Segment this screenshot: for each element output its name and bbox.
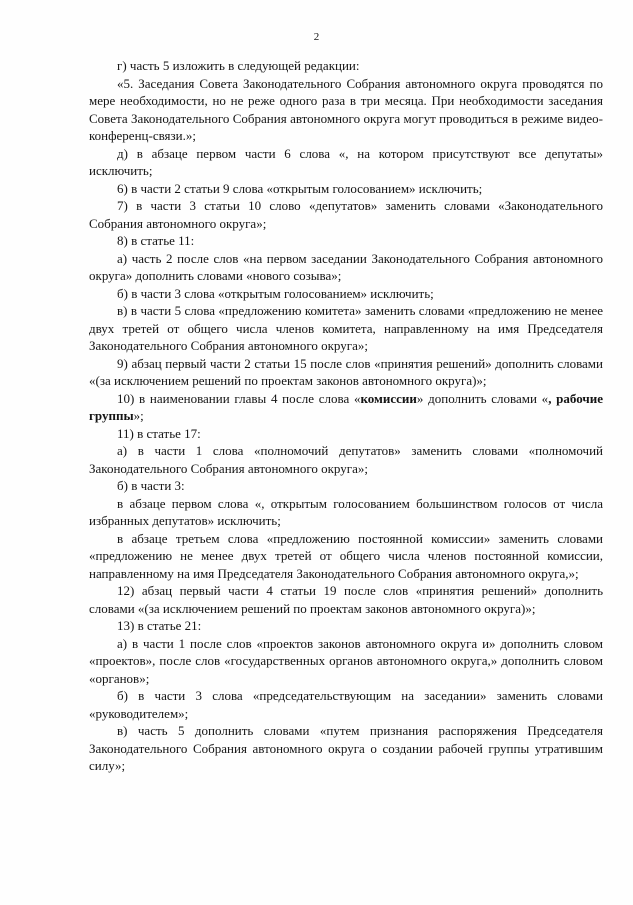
paragraph-item-10-text-3: »; xyxy=(133,408,144,423)
paragraph-item-7: 7) в части 3 статьи 10 слово «депутатов» заменить словами «Законодательного Собрания автономного округа»; xyxy=(89,198,603,231)
paragraph-item-6: 6) в части 2 статьи 9 слова «открытым голосованием» исключить; xyxy=(117,180,483,196)
page-number: 2 xyxy=(313,31,320,43)
paragraph-item-8a: а) часть 2 после слов «на первом заседании Законодательного Собрания автономного округа» дополнить словами «нового созыва»; xyxy=(89,250,603,283)
paragraph-item-12: 12) абзац первый части 4 статьи 19 после слов «принятия решений» дополнить словами «(за исключением решений по проектам законов автономного округа)»; xyxy=(89,583,603,616)
paragraph-item-10-text-2: » дополнить словами « xyxy=(416,390,549,406)
paragraph-item-11b-3: в абзаце третьем слова «предложению постоянной комиссии» заменить словами «предложению не менее двух третей от общего числа членов постоянной комиссии, направленному на имя Председателя Законодательного Собрания автономного округа,»; xyxy=(89,530,603,581)
paragraph-item-11b: б) в части 3: xyxy=(117,478,185,493)
paragraph-item-9: 9) абзац первый части 2 статьи 15 после слов «принятия решений» дополнить словами «(за исключением решений по проектам законов автономного округа)»; xyxy=(89,355,603,388)
paragraph-item-11: 11) в статье 17: xyxy=(117,425,201,441)
paragraph-item-13: 13) в статье 21: xyxy=(117,618,202,633)
paragraph-item-10-text-1: 10) в наименовании главы 4 после слова « xyxy=(117,390,361,406)
paragraph-item-13v: в) часть 5 дополнить словами «путем признания распоряжения Председателя Законодательного Собрания автономного округа о создании рабочей группы утратившим силу»; xyxy=(89,723,603,773)
paragraph-item-10-bold-2: , рабочие группы xyxy=(89,390,603,423)
paragraph-item-8v: в) в части 5 слова «предложению комитета» заменить словами «предложению не менее двух третей от общего числа членов комитета, направленному на имя Председателя Законодательного Собрания автономного округа»; xyxy=(89,303,603,353)
paragraph-item-10-bold-1: комиссии xyxy=(360,390,417,406)
paragraph-item-d: д) в абзаце первом части 6 слова «, на котором присутствуют все депутаты» исключить; xyxy=(89,145,603,178)
paragraph-item-11b-1: в абзаце первом слова «, открытым голосованием большинством голосов от числа избранных депутатов» исключить; xyxy=(89,495,603,528)
paragraph-item-11a: а) в части 1 слова «полномочий депутатов» заменить словами «полномочий Законодательного Собрания автономного округа»; xyxy=(89,443,603,476)
paragraph-item-13b: б) в части 3 слова «председательствующим на заседании» заменить словами «руководителем»; xyxy=(89,688,603,721)
paragraph-item-10 xyxy=(89,390,603,425)
paragraph-item-g: г) часть 5 изложить в следующей редакции: xyxy=(117,58,360,73)
paragraph-item-8b: б) в части 3 слова «открытым голосованием» исключить; xyxy=(117,285,434,301)
paragraph-item-8: 8) в статье 11: xyxy=(117,233,195,248)
document-body xyxy=(89,57,603,775)
paragraph-new-part-5: «5. Заседания Совета Законодательного Собрания автономного округа проводятся по мере необходимости, но не реже одного раза в три месяца. При необходимости заседания Совета Законодательного Собрания автономного округа могут проводиться в режиме видео-конференц-связи.»; xyxy=(89,75,603,143)
paragraph-item-13a: а) в части 1 после слов «проектов законов автономного округа и» дополнить словом «проектов», после слов «государственных органов автономного округа,» дополнить словом «органов»; xyxy=(89,635,603,686)
